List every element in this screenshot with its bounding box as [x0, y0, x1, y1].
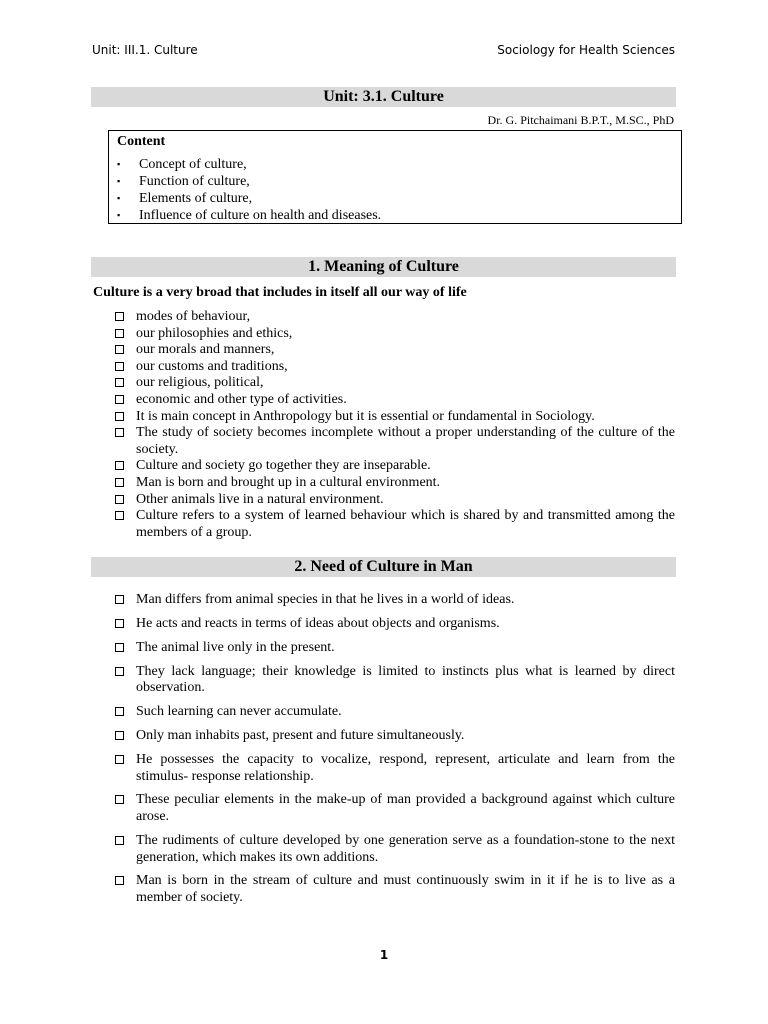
list-item	[115, 640, 675, 657]
list-item	[115, 492, 675, 509]
checkbox-bullet-icon	[115, 755, 124, 764]
list-item	[115, 309, 675, 326]
checkbox-bullet-icon	[115, 595, 124, 604]
list-item	[115, 752, 675, 785]
checkbox-bullet-icon	[115, 707, 124, 716]
checkbox-bullet-icon	[115, 495, 124, 504]
page-number: 1	[379, 948, 389, 962]
author-line: Dr. G. Pitchaimani B.P.T., M.SC., PhD	[487, 113, 674, 127]
page-title: Unit: 3.1. Culture	[91, 87, 676, 107]
running-header-left: Unit: III.1. Culture	[92, 43, 198, 57]
checkbox-bullet-icon	[115, 378, 124, 387]
list-item	[115, 359, 675, 376]
content-box	[108, 130, 682, 224]
list-item-text: The study of society becomes incomplete without a proper understanding of the culture of the society.	[136, 425, 675, 457]
square-bullet-icon: ▪	[117, 210, 121, 220]
checkbox-bullet-icon	[115, 329, 124, 338]
checkbox-bullet-icon	[115, 412, 124, 421]
section-2-list	[115, 592, 675, 914]
list-item-text: Man is born in the stream of culture and must continuously swim in it if he is to live as a member of society.	[136, 873, 675, 905]
running-header-right: Sociology for Health Sciences	[497, 43, 675, 57]
content-item	[117, 156, 381, 173]
list-item-text: He possesses the capacity to vocalize, respond, represent, articulate and learn from the stimulus- response relationship.	[136, 751, 675, 784]
list-item-text: our customs and traditions,	[136, 358, 288, 374]
content-item-text: Elements of culture,	[139, 191, 253, 206]
list-item	[115, 375, 675, 392]
list-item-text: our morals and manners,	[136, 342, 275, 358]
list-item	[115, 873, 675, 906]
list-item-text: Culture and society go together they are inseparable.	[136, 458, 431, 474]
content-item	[117, 173, 381, 190]
list-item-text: economic and other type of activities.	[136, 391, 347, 407]
square-bullet-icon: ▪	[117, 176, 121, 186]
list-item-text: They lack language; their knowledge is limited to instincts plus what is learned by direct observation.	[136, 663, 675, 696]
content-item-text: Concept of culture,	[139, 157, 247, 172]
checkbox-bullet-icon	[115, 511, 124, 520]
list-item	[115, 409, 675, 426]
content-list	[117, 156, 381, 224]
checkbox-bullet-icon	[115, 667, 124, 676]
list-item-text: The animal live only in the present.	[136, 639, 335, 655]
checkbox-bullet-icon	[115, 345, 124, 354]
checkbox-bullet-icon	[115, 428, 124, 437]
checkbox-bullet-icon	[115, 836, 124, 845]
checkbox-bullet-icon	[115, 619, 124, 628]
list-item-text: He acts and reacts in terms of ideas about objects and organisms.	[136, 615, 500, 631]
list-item-text: Other animals live in a natural environment.	[136, 491, 384, 507]
content-item	[117, 207, 381, 224]
checkbox-bullet-icon	[115, 312, 124, 321]
list-item	[115, 792, 675, 825]
list-item-text: It is main concept in Anthropology but it is essential or fundamental in Sociology.	[136, 408, 595, 424]
list-item	[115, 664, 675, 697]
checkbox-bullet-icon	[115, 795, 124, 804]
content-box-title: Content	[117, 134, 166, 149]
list-item	[115, 326, 675, 343]
checkbox-bullet-icon	[115, 643, 124, 652]
list-item	[115, 508, 675, 541]
list-item-text: our religious, political,	[136, 375, 264, 391]
checkbox-bullet-icon	[115, 478, 124, 487]
content-item-text: Influence of culture on health and diseases.	[139, 208, 382, 223]
section-2-heading: 2. Need of Culture in Man	[91, 557, 676, 577]
checkbox-bullet-icon	[115, 395, 124, 404]
section-1-lead: Culture is a very broad that includes in itself all our way of life	[93, 285, 467, 300]
list-item-text: Man is born and brought up in a cultural environment.	[136, 474, 441, 490]
list-item-text: our philosophies and ethics,	[136, 325, 293, 341]
content-item	[117, 190, 381, 207]
checkbox-bullet-icon	[115, 731, 124, 740]
list-item-text: Only man inhabits past, present and future simultaneously.	[136, 728, 465, 744]
list-item-text: Such learning can never accumulate.	[136, 704, 342, 720]
list-item-text: These peculiar elements in the make-up of man provided a background against which culture arose.	[136, 792, 675, 825]
list-item	[115, 833, 675, 866]
checkbox-bullet-icon	[115, 362, 124, 371]
list-item	[115, 425, 675, 458]
square-bullet-icon: ▪	[117, 159, 121, 169]
list-item	[115, 475, 675, 492]
list-item	[115, 392, 675, 409]
checkbox-bullet-icon	[115, 876, 124, 885]
content-item-text: Function of culture,	[139, 174, 250, 189]
list-item	[115, 342, 675, 359]
square-bullet-icon: ▪	[117, 193, 121, 203]
section-1-list	[115, 309, 675, 541]
checkbox-bullet-icon	[115, 461, 124, 470]
list-item	[115, 592, 675, 609]
list-item	[115, 458, 675, 475]
list-item-text: Man differs from animal species in that he lives in a world of ideas.	[136, 592, 515, 607]
list-item	[115, 704, 675, 721]
list-item	[115, 616, 675, 633]
list-item-text: modes of behaviour,	[136, 309, 251, 324]
list-item-text: The rudiments of culture developed by one generation serve as a foundation-stone to the next generation, which makes its own additions.	[136, 832, 675, 865]
list-item	[115, 728, 675, 745]
list-item-text: Culture refers to a system of learned behaviour which is shared by and transmitted among the members of a group.	[136, 508, 675, 540]
section-1-heading: 1. Meaning of Culture	[91, 257, 676, 277]
